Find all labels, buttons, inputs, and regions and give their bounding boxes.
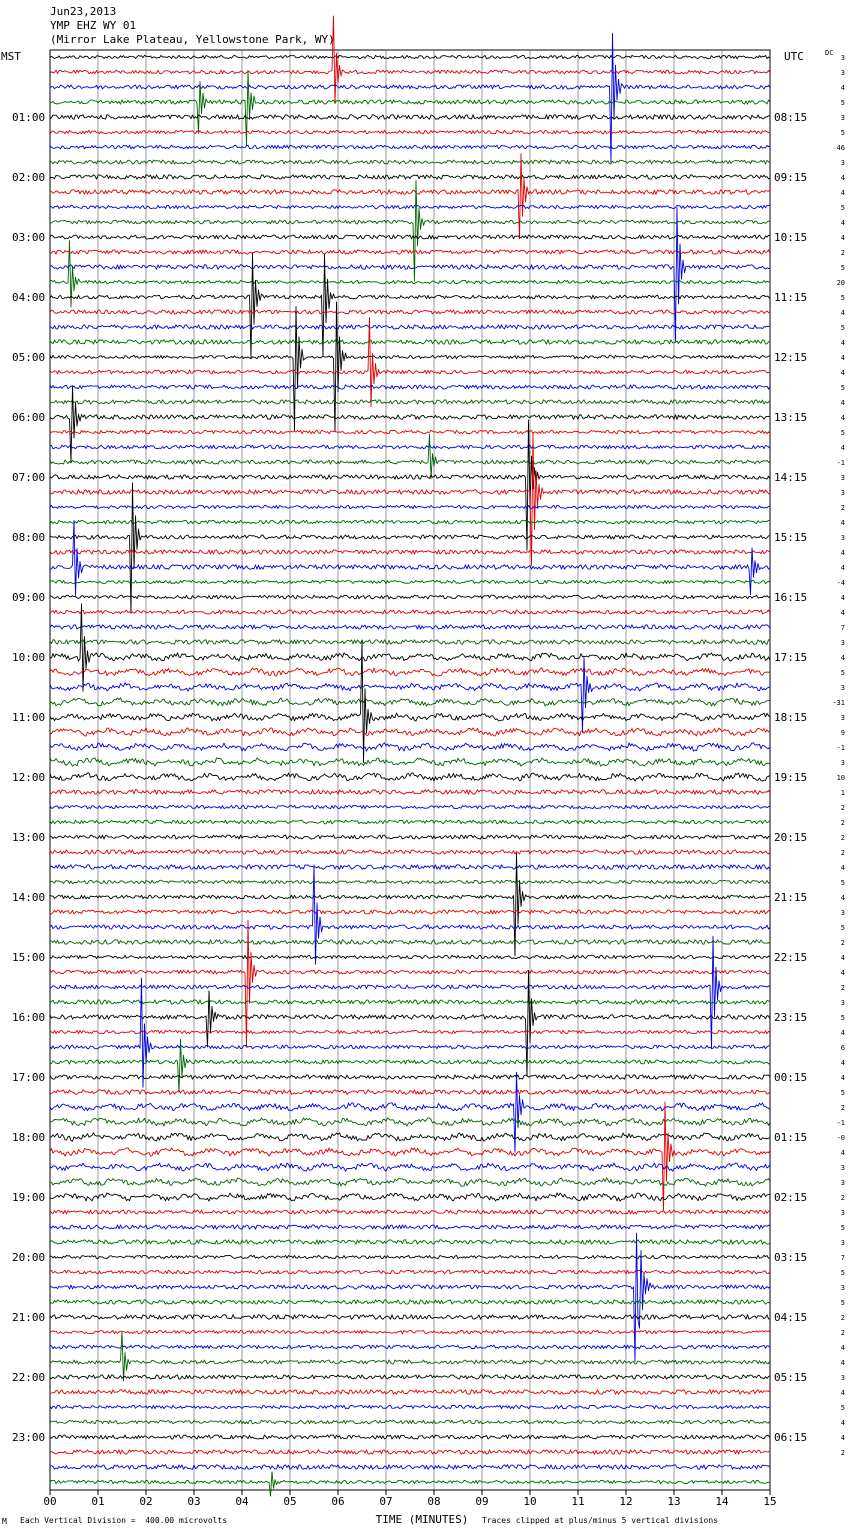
dc-offset-value: 5 (840, 264, 845, 272)
dc-offset-value: 5 (840, 924, 845, 932)
dc-offset-value: 4 (840, 219, 845, 227)
right-timezone-label: UTC (784, 50, 804, 63)
dc-offset-value: 10 (836, 774, 845, 782)
dc-offset-value: 4 (840, 234, 845, 242)
trace-red (50, 1102, 770, 1211)
dc-offset-value: 4 (840, 1074, 845, 1082)
trace-blue (50, 205, 770, 208)
right-hour-label: 11:15 (774, 291, 808, 304)
dc-offset-value: 3 (840, 999, 845, 1007)
trace-blue (50, 1072, 770, 1152)
trace-black (50, 1435, 770, 1439)
dc-offset-value: 2 (840, 1449, 845, 1457)
trace-blue (50, 865, 770, 964)
left-hour-label: 23:00 (12, 1431, 46, 1444)
right-hour-label: 16:15 (774, 591, 808, 604)
trace-red (50, 668, 770, 676)
dc-offset-value: 2 (840, 804, 845, 812)
trace-blue (50, 1233, 770, 1362)
trace-green (50, 698, 770, 706)
dc-offset-value: 3 (840, 159, 845, 167)
dc-offset-value: 4 (840, 1059, 845, 1067)
trace-black (50, 175, 770, 179)
dc-offset-value: 4 (840, 399, 845, 407)
trace-green (50, 640, 770, 645)
x-tick-label: 01 (91, 1495, 105, 1508)
right-hour-label: 03:15 (774, 1251, 808, 1264)
trace-black (50, 115, 770, 120)
dc-offset-value: 4 (840, 1344, 845, 1352)
right-time-labels (774, 111, 807, 1444)
left-hour-label: 11:00 (12, 711, 46, 724)
trace-green (50, 580, 770, 583)
x-tick-label: 00 (43, 1495, 57, 1508)
x-tick-label: 11 (571, 1495, 585, 1508)
left-hour-label: 08:00 (12, 531, 46, 544)
x-tick-label: 12 (619, 1495, 633, 1508)
x-axis-title: TIME (MINUTES) (375, 1513, 469, 1526)
left-hour-label: 09:00 (12, 591, 46, 604)
trace-green (50, 1472, 770, 1496)
trace-green (50, 70, 770, 145)
dc-offset-value: 20 (836, 279, 845, 287)
trace-blue (50, 445, 770, 449)
trace-red (50, 790, 770, 795)
trace-black (50, 483, 770, 614)
station-location: (Mirror Lake Plateau, Yellowstone Park, WY) (50, 33, 335, 46)
dc-offset-value: 2 (840, 834, 845, 842)
trace-black (50, 835, 770, 839)
right-hour-label: 10:15 (774, 231, 808, 244)
left-hour-label: 10:00 (12, 651, 46, 664)
trace-red (50, 910, 770, 914)
trace-black (50, 1315, 770, 1320)
dc-offset-value: 3 (840, 714, 845, 722)
trace-black (50, 1075, 770, 1079)
dc-offset-value: 3 (840, 759, 845, 767)
dc-offset-value: 2 (840, 504, 845, 512)
trace-red (50, 1210, 770, 1214)
right-hour-label: 23:15 (774, 1011, 808, 1024)
left-hour-label: 07:00 (12, 471, 46, 484)
dc-offset-value: 4 (840, 369, 845, 377)
dc-offset-value: 3 (840, 534, 845, 542)
dc-offset-labels (832, 54, 845, 1457)
dc-offset-value: 2 (840, 819, 845, 827)
trace-blue (50, 505, 770, 508)
dc-offset-value: 4 (840, 549, 845, 557)
trace-red (50, 1450, 770, 1454)
x-tick-label: 15 (763, 1495, 777, 1508)
trace-green (50, 1178, 770, 1186)
trace-green (50, 880, 770, 883)
trace-blue (50, 1405, 770, 1408)
dc-offset-value: 3 (840, 684, 845, 692)
trace-blue (50, 145, 770, 149)
trace-red (50, 1390, 770, 1395)
dc-offset-value: 4 (840, 444, 845, 452)
left-hour-label: 20:00 (12, 1251, 46, 1264)
trace-blue (50, 520, 770, 595)
trace-black (50, 595, 770, 599)
trace-blue (50, 1465, 770, 1470)
trace-red (50, 1270, 770, 1274)
trace-green (50, 400, 770, 404)
trace-red (50, 728, 770, 736)
dc-offset-value: 5 (840, 879, 845, 887)
left-time-labels (12, 111, 45, 1444)
dc-offset-value: 4 (840, 354, 845, 362)
dc-offset-value: 4 (840, 969, 845, 977)
left-hour-label: 04:00 (12, 291, 46, 304)
dc-offset-value: 5 (840, 1269, 845, 1277)
dc-offset-value: 3 (840, 639, 845, 647)
dc-offset-value: 3 (840, 474, 845, 482)
left-hour-label: 19:00 (12, 1191, 46, 1204)
right-hour-label: 22:15 (774, 951, 808, 964)
dc-offset-value: 5 (840, 99, 845, 107)
trace-red (50, 317, 770, 406)
dc-offset-value: 2 (840, 939, 845, 947)
dc-offset-value: 4 (840, 654, 845, 662)
dc-offset-value: 5 (840, 204, 845, 212)
right-hour-label: 17:15 (774, 651, 808, 664)
trace-green (50, 1240, 770, 1245)
x-tick-label: 09 (475, 1495, 489, 1508)
right-hour-label: 15:15 (774, 531, 808, 544)
left-hour-label: 02:00 (12, 171, 46, 184)
dc-offset-value: 3 (840, 69, 845, 77)
trace-red (50, 430, 770, 433)
trace-black (50, 1255, 770, 1258)
dc-offset-value: 5 (840, 324, 845, 332)
left-hour-label: 15:00 (12, 951, 46, 964)
left-hour-label: 12:00 (12, 771, 46, 784)
trace-green (50, 1000, 770, 1004)
dc-offset-value: 3 (840, 1164, 845, 1172)
right-hour-label: 13:15 (774, 411, 808, 424)
dc-offset-value: 4 (840, 1149, 845, 1157)
clip-note: Traces clipped at plus/minus 5 vertical divisions (482, 1516, 719, 1525)
seismic-traces (50, 16, 770, 1496)
left-hour-label: 18:00 (12, 1131, 46, 1144)
dc-offset-value: 4 (840, 1389, 845, 1397)
trace-green (50, 1332, 770, 1381)
dc-offset-value: 5 (840, 129, 845, 137)
right-hour-label: 01:15 (774, 1131, 808, 1144)
dc-offset-value: 4 (840, 174, 845, 182)
trace-green (50, 940, 770, 945)
dc-offset-value: 4 (840, 609, 845, 617)
trace-red (50, 433, 770, 566)
dc-offset-value: -31 (832, 699, 845, 707)
dc-offset-value: 4 (840, 864, 845, 872)
trace-green (50, 434, 770, 478)
left-hour-label: 14:00 (12, 891, 46, 904)
x-tick-label: 03 (187, 1495, 201, 1508)
trace-blue (50, 865, 770, 870)
trace-black (50, 1375, 770, 1379)
trace-blue (50, 1345, 770, 1349)
trace-blue (50, 1225, 770, 1229)
dc-offset-value: 9 (840, 729, 845, 737)
trace-red (50, 1030, 770, 1033)
right-hour-label: 02:15 (774, 1191, 808, 1204)
trace-green (50, 340, 770, 345)
dc-offset-value: 4 (840, 189, 845, 197)
dc-offset-value: 4 (840, 1359, 845, 1367)
dc-offset-value: 3 (840, 54, 845, 62)
dc-offset-value: -1 (836, 459, 845, 467)
dc-offset-value: 2 (840, 249, 845, 257)
trace-black (50, 253, 770, 358)
dc-offset-value: 2 (840, 1194, 845, 1202)
trace-red (50, 130, 770, 133)
trace-black (50, 55, 770, 58)
trace-blue (50, 385, 770, 389)
right-hour-label: 09:15 (774, 171, 808, 184)
left-hour-label: 06:00 (12, 411, 46, 424)
scale-note: Each Vertical Division = 400.00 microvolts (20, 1516, 228, 1525)
corner-mark: M (2, 1517, 7, 1526)
left-hour-label: 17:00 (12, 1071, 46, 1084)
right-hour-label: 04:15 (774, 1311, 808, 1324)
dc-offset-value: -0 (836, 1134, 845, 1142)
right-hour-label: 00:15 (774, 1071, 808, 1084)
x-tick-label: 10 (523, 1495, 537, 1508)
dc-offset-value: 4 (840, 339, 845, 347)
dc-offset-value: 5 (840, 294, 845, 302)
dc-offset-value: 3 (840, 114, 845, 122)
trace-red (50, 154, 770, 239)
trace-blue (50, 207, 770, 341)
dc-offset-value: 7 (840, 1254, 845, 1262)
x-tick-label: 05 (283, 1495, 297, 1508)
trace-green (50, 758, 770, 766)
trace-blue (50, 743, 770, 751)
trace-green (50, 520, 770, 524)
dc-offset-value: -1 (836, 744, 845, 752)
dc-offset-value: 2 (840, 1329, 845, 1337)
left-hour-label: 21:00 (12, 1311, 46, 1324)
dc-offset-value: 4 (840, 519, 845, 527)
x-tick-label: 04 (235, 1495, 249, 1508)
dc-offset-value: -4 (836, 579, 845, 587)
x-tick-label: 14 (715, 1495, 729, 1508)
trace-blue (50, 805, 770, 808)
trace-black (50, 955, 770, 958)
x-tick-label: 06 (331, 1495, 345, 1508)
dc-offset-value: 4 (840, 1029, 845, 1037)
left-hour-label: 13:00 (12, 831, 46, 844)
trace-red (50, 610, 770, 614)
dc-offset-value: 4 (840, 414, 845, 422)
trace-black (50, 604, 770, 691)
right-hour-label: 14:15 (774, 471, 808, 484)
trace-red (50, 1330, 770, 1333)
right-hour-label: 12:15 (774, 351, 808, 364)
trace-blue (50, 625, 770, 629)
dc-offset-value: 5 (840, 669, 845, 677)
dc-offset-value: 7 (840, 624, 845, 632)
dc-offset-value: 4 (840, 84, 845, 92)
dc-offset-value: 1 (840, 789, 845, 797)
dc-offset-value: 2 (840, 1314, 845, 1322)
dc-offset-value: 3 (840, 909, 845, 917)
dc-offset-value: -1 (836, 1119, 845, 1127)
dc-offset-value: 4 (840, 309, 845, 317)
x-axis (43, 1490, 776, 1508)
trace-black (50, 1193, 770, 1201)
left-hour-label: 05:00 (12, 351, 46, 364)
trace-red (50, 550, 770, 554)
dc-offset-value: 2 (840, 1104, 845, 1112)
dc-offset-value: 46 (836, 144, 845, 152)
left-hour-label: 22:00 (12, 1371, 46, 1384)
right-hour-label: 08:15 (774, 111, 808, 124)
dc-offset-value: 3 (840, 1374, 845, 1382)
trace-red (50, 310, 770, 314)
dc-offset-value: 3 (840, 1239, 845, 1247)
dc-offset-value: 4 (840, 564, 845, 572)
trace-green (50, 1420, 770, 1424)
trace-green (50, 1118, 770, 1126)
chart-date: Jun23,2013 (50, 5, 117, 18)
right-hour-label: 19:15 (774, 771, 808, 784)
x-tick-label: 07 (379, 1495, 393, 1508)
left-hour-label: 01:00 (12, 111, 46, 124)
dc-offset-value: 4 (840, 894, 845, 902)
left-hour-label: 03:00 (12, 231, 46, 244)
left-hour-label: 16:00 (12, 1011, 46, 1024)
dc-offset-value: 5 (840, 384, 845, 392)
trace-black (50, 302, 770, 432)
trace-blue (50, 658, 770, 733)
right-hour-label: 05:15 (774, 1371, 808, 1384)
dc-offset-value: 3 (840, 1284, 845, 1292)
dc-offset-value: 5 (840, 1299, 845, 1307)
dc-offset-value: 4 (840, 1434, 845, 1442)
dc-offset-value: 6 (840, 1044, 845, 1052)
trace-red (50, 250, 770, 254)
trace-green (50, 1300, 770, 1304)
x-tick-label: 08 (427, 1495, 441, 1508)
dc-offset-value: 2 (840, 849, 845, 857)
dc-offset-value: 3 (840, 1179, 845, 1187)
dc-offset-value: 5 (840, 429, 845, 437)
trace-black (50, 235, 770, 239)
dc-offset-value: 2 (840, 984, 845, 992)
x-tick-label: 13 (667, 1495, 681, 1508)
dc-offset-value: 5 (840, 1224, 845, 1232)
left-timezone-label: MST (1, 50, 21, 63)
trace-blue (50, 33, 770, 162)
dc-offset-value: 3 (840, 489, 845, 497)
trace-red (50, 1090, 770, 1095)
dc-offset-value: 3 (840, 1209, 845, 1217)
trace-black (50, 386, 770, 463)
dc-offset-value: 4 (840, 594, 845, 602)
trace-blue (50, 325, 770, 329)
dc-offset-value: 5 (840, 1404, 845, 1412)
right-hour-label: 20:15 (774, 831, 808, 844)
trace-black (50, 420, 770, 550)
right-hour-label: 06:15 (774, 1431, 808, 1444)
trace-green (50, 160, 770, 164)
trace-red (50, 850, 770, 854)
dc-offset-header: DC (825, 49, 834, 57)
trace-green (50, 820, 770, 824)
dc-offset-value: 5 (840, 1014, 845, 1022)
station-name: YMP EHZ WY 01 (50, 19, 137, 32)
dc-offset-value: 4 (840, 954, 845, 962)
trace-red (50, 16, 770, 104)
right-hour-label: 18:15 (774, 711, 808, 724)
trace-red (50, 920, 770, 1047)
x-tick-label: 02 (139, 1495, 153, 1508)
dc-offset-value: 5 (840, 1089, 845, 1097)
dc-offset-value: 4 (840, 1419, 845, 1427)
right-hour-label: 21:15 (774, 891, 808, 904)
trace-black (50, 773, 770, 781)
trace-black (50, 1133, 770, 1141)
